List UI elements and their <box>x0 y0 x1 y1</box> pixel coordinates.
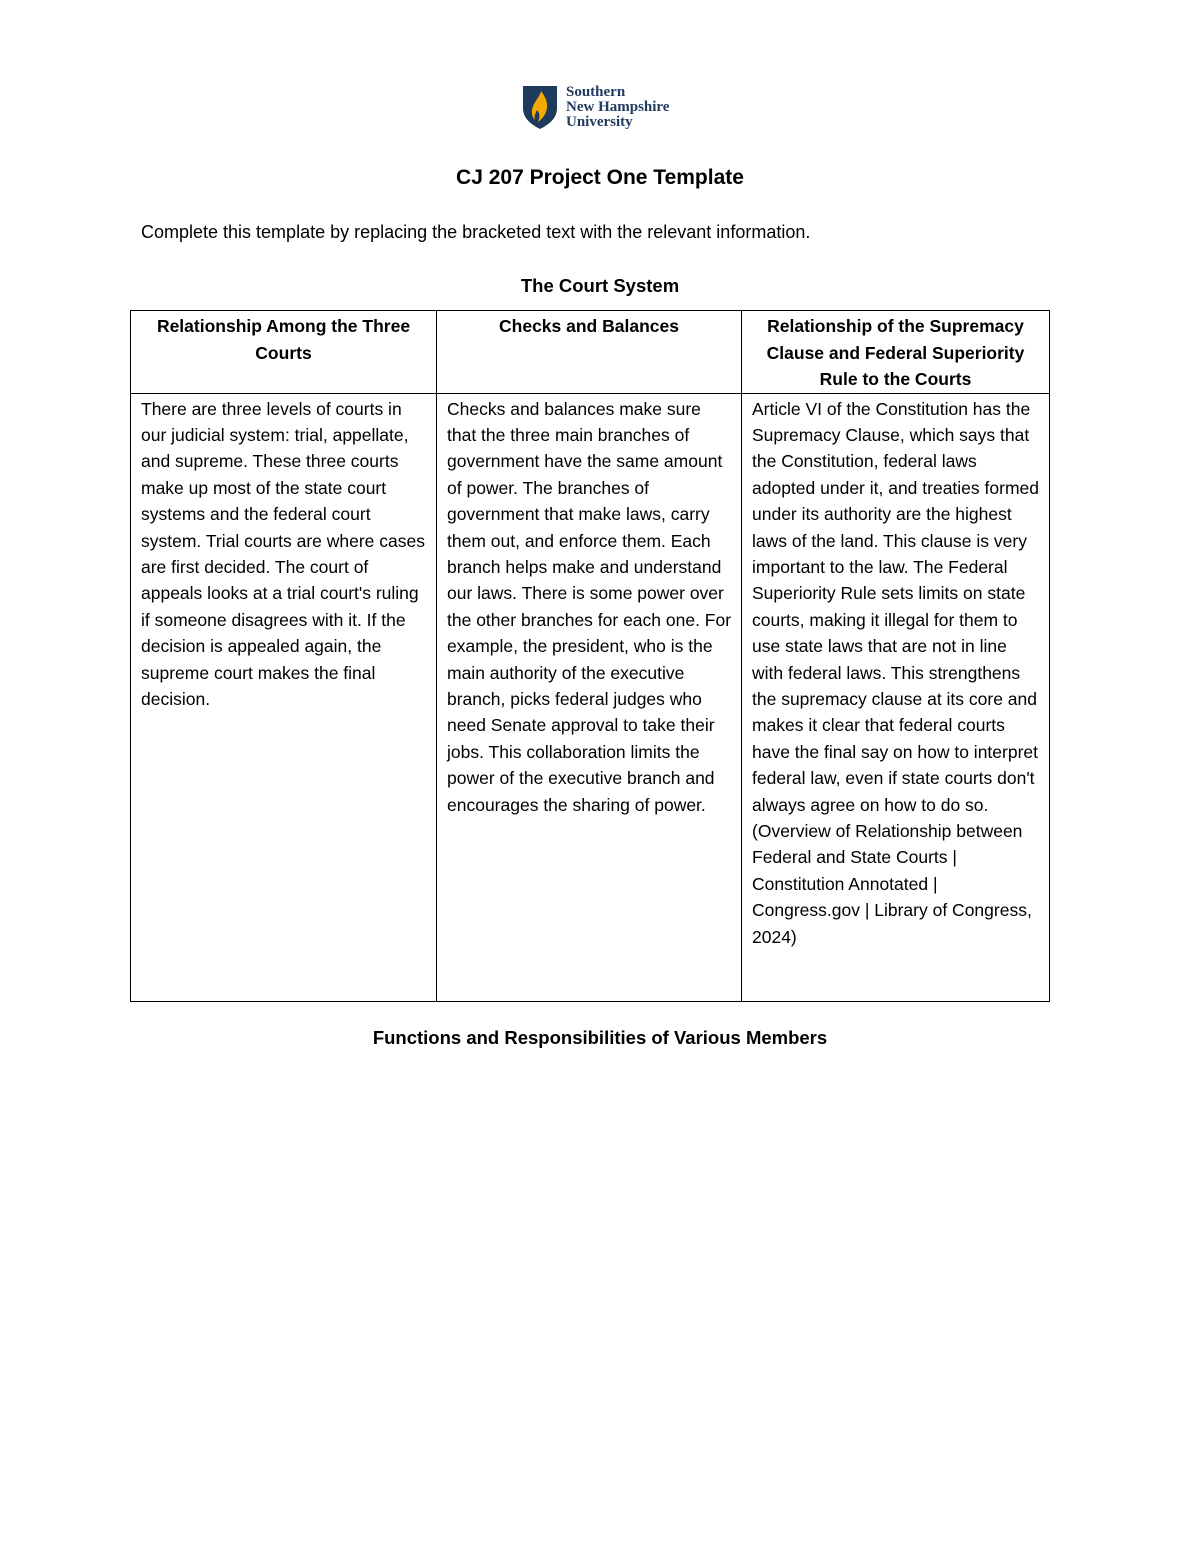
table-row <box>131 393 1050 1001</box>
cell-checks-and-balances: Checks and balances make sure that the three main branches of government have the same amount of power. The branches of government that make laws, carry them out, and enforce them. Each branch helps make and understand our laws. There is some power over the other branches for each one. For example, the president, who is the main authority of the executive branch, picks federal judges who need Senate approval to take their jobs. This collaboration limits the power of the executive branch and encourages the sharing of power. <box>437 393 742 1001</box>
header-relationship-among-courts: Relationship Among the Three Courts <box>131 311 437 394</box>
functions-heading: Functions and Responsibilities of Various Members <box>372 1027 828 1048</box>
court-system-table <box>130 310 1050 1002</box>
instructions-text: Complete this template by replacing the bracketed text with the relevant information. <box>141 222 811 242</box>
header-supremacy-clause: Relationship of the Supremacy Clause and Federal Superiority Rule to the Courts <box>742 311 1050 394</box>
table-header-row <box>131 311 1050 394</box>
document-title: CJ 207 Project One Template <box>456 166 744 189</box>
logo-line-new-hampshire: New Hampshire <box>566 98 670 115</box>
shield-flame-icon <box>521 84 559 130</box>
cell-supremacy-clause: Article VI of the Constitution has the Supremacy Clause, which says that the Constitution, federal laws adopted under it, and treaties formed under its authority are the highest laws of the land. This clause is very important to the law. The Federal Superiority Rule sets limits on state courts, making it illegal for them to use state laws that are not in line with federal laws. This strengthens the supremacy clause at its core and makes it clear that federal courts have the final say on how to interpret federal law, even if state courts don't always agree on how to do so. (Overview of Relationship between Federal and State Courts | Constitution Annotated | Congress.gov | Library of Congress, 2024) <box>742 393 1050 1001</box>
logo-line-university: University <box>566 113 633 130</box>
cell-relationship-among-courts: There are three levels of courts in our judicial system: trial, appellate, and supreme. These three courts make up most of the state court systems and the federal court system. Trial courts are where cases are first decided. The court of appeals looks at a trial court's ruling if someone disagrees with it. If the decision is appealed again, the supreme court makes the final decision. <box>131 393 437 1001</box>
logo-text <box>566 85 669 130</box>
header-checks-and-balances: Checks and Balances <box>437 311 742 394</box>
court-system-heading: The Court System <box>520 275 680 296</box>
logo-line-southern: Southern <box>566 83 626 100</box>
university-logo <box>521 84 669 130</box>
